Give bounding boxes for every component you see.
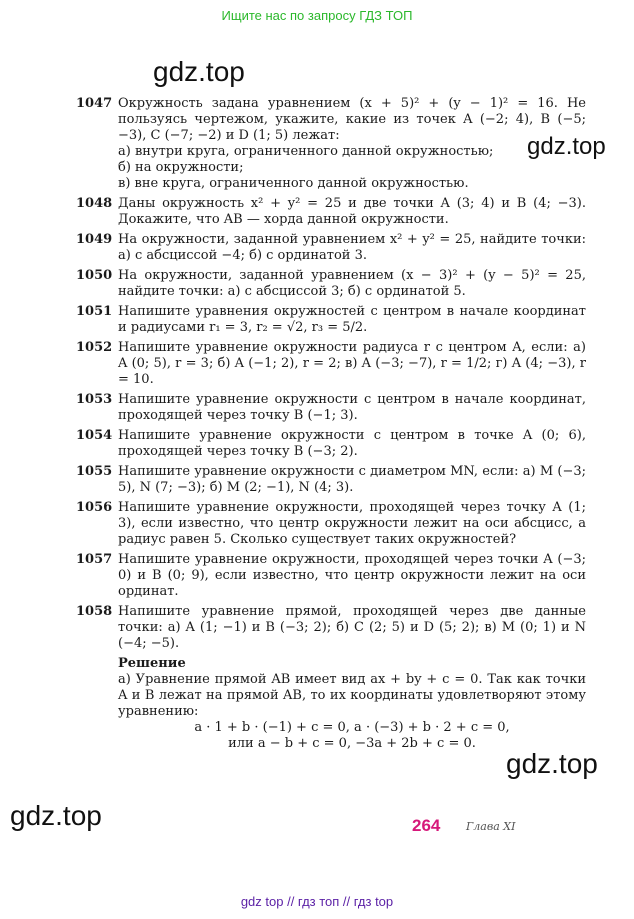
problem-text: Напишите уравнение окружности с центром в начале координат, проходящей через точку B (−1; 3). bbox=[118, 392, 586, 423]
chapter-label: Глава XI bbox=[466, 820, 516, 833]
problem-text: На окружности, заданной уравнением (x − 3)² + (y − 5)² = 25, найдите точки: а) с абсциссой 3; б) с ординатой 5. bbox=[118, 268, 586, 299]
problem-number: 1051 bbox=[76, 304, 113, 319]
problem-text: Даны окружность x² + y² = 25 и две точки A (3; 4) и B (4; −3). Докажите, что AB — хорда данной окружности. bbox=[118, 196, 586, 227]
page-number: 264 bbox=[412, 816, 441, 835]
problem-text: Окружность задана уравнением (x + 5)² + (y − 1)² = 16. Не пользуясь чертежом, укажите, какие из точек A (−2; 4), B (−5; −3), C (−7; −2) и D (1; 5) лежат: а) внутри круга, ограниченного данной окружностью; б) на окружности; в) вне круга, ограниченного данной окружностью. bbox=[118, 96, 586, 191]
problem-text: Напишите уравнение окружности, проходящей через точку A (1; 3), если известно, что центр окружности лежит на оси абсцисс, а радиус равен 5. Сколько существует таких окружностей? bbox=[118, 500, 586, 547]
equation: a · 1 + b · (−1) + c = 0, a · (−3) + b · 2 + c = 0, bbox=[194, 720, 510, 735]
problem-number: 1056 bbox=[76, 500, 113, 515]
problem-1054 bbox=[76, 428, 586, 460]
solution-heading: Решение bbox=[118, 656, 186, 671]
top-banner[interactable]: Ищите нас по запросу ГДЗ ТОП bbox=[221, 8, 413, 23]
problem-1048 bbox=[76, 196, 586, 228]
problem-text: Напишите уравнение окружности с диаметром MN, если: а) M (−3; 5), N (7; −3); б) M (2; −1), N (4; 3). bbox=[118, 464, 586, 495]
problem-1050 bbox=[76, 268, 586, 300]
problem-list bbox=[76, 96, 586, 752]
problem-1053 bbox=[76, 392, 586, 424]
solution-text: а) Уравнение прямой AB имеет вид ax + by + c = 0. Так как точки A и B лежат на прямой AB, то их координаты удовлетворяют этому уравнению: a · 1 + b · (−1) + c = 0, a · (−3) + b · 2 + c = 0, или a − b + c = 0, −3a + 2b + c = 0. bbox=[118, 672, 586, 751]
problem-1056 bbox=[76, 500, 586, 548]
problem-number: 1049 bbox=[76, 232, 113, 247]
watermark: gdz.top bbox=[153, 56, 245, 87]
problem-number: 1052 bbox=[76, 340, 113, 355]
problem-1055 bbox=[76, 464, 586, 496]
problem-text: Напишите уравнение окружности с центром в точке A (0; 6), проходящей через точку B (−3; 2). bbox=[118, 428, 586, 459]
problem-text: Напишите уравнения окружностей с центром в начале координат и радиусами r₁ = 3, r₂ = √2, r₃ = 5/2. bbox=[118, 304, 586, 335]
problem-text: Напишите уравнение прямой, проходящей через две данные точки: а) A (1; −1) и B (−3; 2); б) C (2; 5) и D (5; 2); в) M (0; 1) и N (−4; −5). bbox=[118, 604, 586, 651]
equation: или a − b + c = 0, −3a + 2b + c = 0. bbox=[228, 736, 476, 751]
problem-1057 bbox=[76, 552, 586, 600]
problem-number: 1054 bbox=[76, 428, 113, 443]
problem-1049 bbox=[76, 232, 586, 264]
watermark: gdz.top bbox=[506, 748, 598, 779]
problem-1052 bbox=[76, 340, 586, 388]
problem-number: 1047 bbox=[76, 96, 113, 111]
problem-text: Напишите уравнение окружности, проходящей через точки A (−3; 0) и B (0; 9), если известно, что центр окружности лежит на оси ординат. bbox=[118, 552, 586, 599]
problem-number: 1055 bbox=[76, 464, 113, 479]
problem-number: 1057 bbox=[76, 552, 113, 567]
watermark: gdz.top bbox=[527, 133, 606, 160]
problem-number: 1050 bbox=[76, 268, 113, 283]
problem-1058 bbox=[76, 604, 586, 652]
problem-number: 1058 bbox=[76, 604, 113, 619]
problem-number: 1053 bbox=[76, 392, 113, 407]
watermark: gdz.top bbox=[10, 800, 102, 831]
problem-text: Напишите уравнение окружности радиуса r с центром A, если: а) A (0; 5), r = 3; б) A (−1; 2), r = 2; в) A (−3; −7), r = 1/2; г) A (4; −3), r = 10. bbox=[118, 340, 586, 387]
bottom-banner[interactable]: gdz top // гдз топ // гдз top bbox=[240, 894, 394, 909]
problem-1051 bbox=[76, 304, 586, 336]
problem-number: 1048 bbox=[76, 196, 113, 211]
problem-text: На окружности, заданной уравнением x² + y² = 25, найдите точки: а) с абсциссой −4; б) с ординатой 3. bbox=[118, 232, 586, 263]
problem-1047 bbox=[76, 96, 586, 192]
